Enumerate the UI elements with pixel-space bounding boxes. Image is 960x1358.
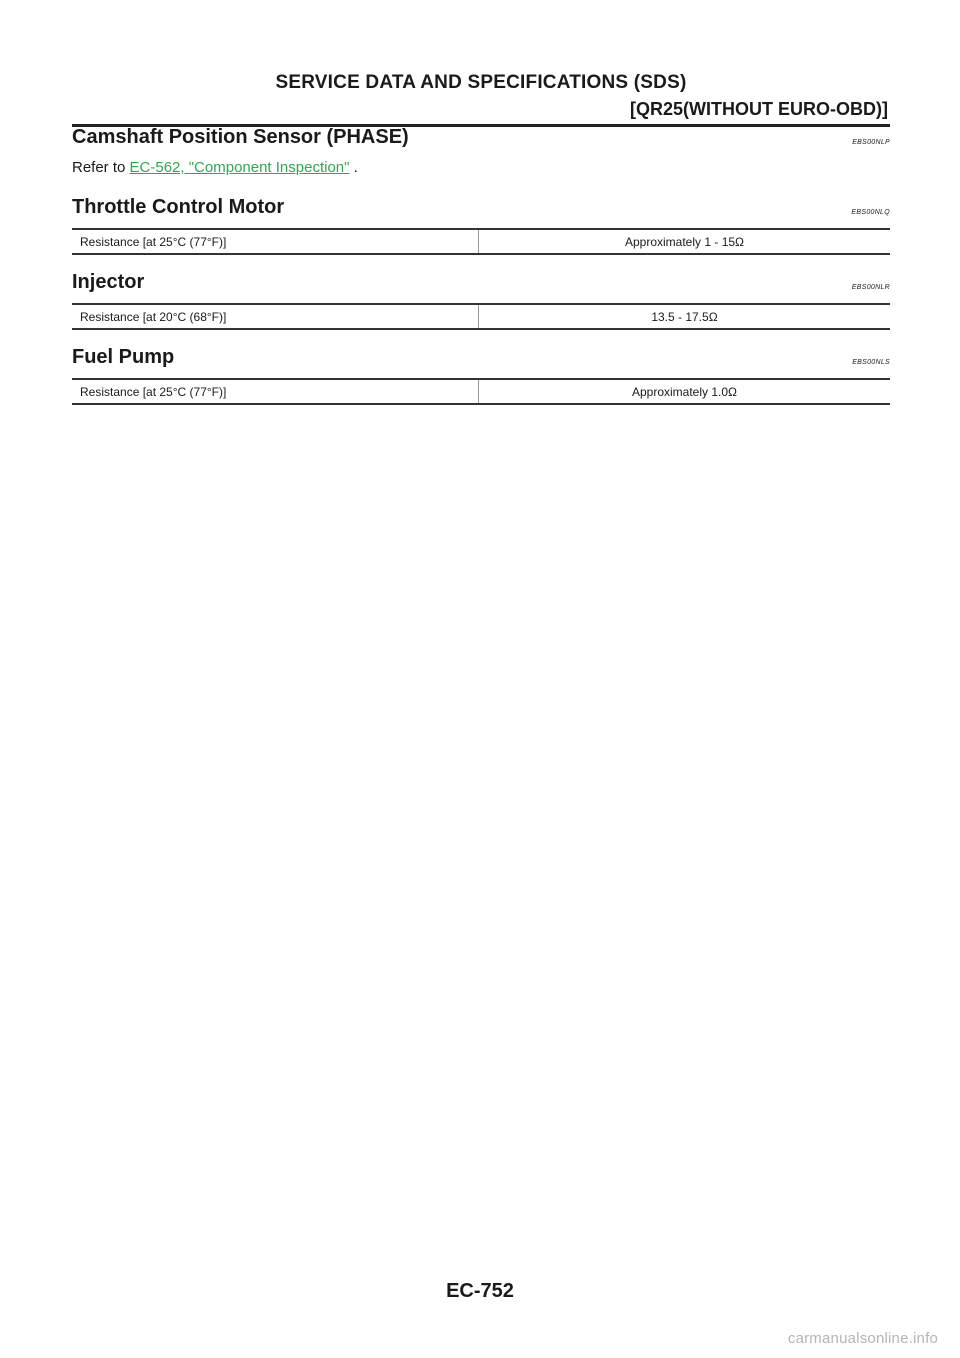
- spec-table-injector: [72, 303, 890, 330]
- reference-paragraph: [72, 159, 890, 177]
- section-header-fuel-pump: [72, 344, 890, 370]
- content: [72, 124, 890, 405]
- section-title: Injector: [72, 271, 145, 293]
- spec-value: 13.5 - 17.5Ω: [479, 304, 891, 329]
- spec-table-fuel-pump: [72, 378, 890, 405]
- spec-value: Approximately 1 - 15Ω: [479, 229, 891, 254]
- component-inspection-link[interactable]: EC-562, "Component Inspection": [129, 159, 350, 176]
- section-header-camshaft-sensor: [72, 124, 890, 150]
- reference-suffix: .: [349, 159, 358, 176]
- watermark-text: carmanualsonline.info: [787, 1330, 938, 1347]
- section-header-throttle-motor: [72, 194, 890, 220]
- section-code: EBS00NLQ: [851, 209, 890, 216]
- table-row: [72, 304, 890, 329]
- section-title: Fuel Pump: [72, 346, 175, 368]
- table-row: [72, 379, 890, 404]
- section-title: Throttle Control Motor: [72, 196, 285, 218]
- section-code: EBS00NLP: [852, 139, 890, 146]
- section-title: Camshaft Position Sensor (PHASE): [72, 126, 409, 148]
- engine-variant-label: [QR25(WITHOUT EURO-OBD)]: [630, 99, 888, 119]
- section-header-injector: [72, 269, 890, 295]
- page-number: EC-752: [446, 1280, 514, 1302]
- page-title: SERVICE DATA AND SPECIFICATIONS (SDS): [275, 72, 687, 93]
- spec-label: Resistance [at 25°C (77°F)]: [72, 379, 479, 404]
- table-row: [72, 229, 890, 254]
- reference-prefix: Refer to: [72, 159, 130, 176]
- spec-label: Resistance [at 20°C (68°F)]: [72, 304, 479, 329]
- spec-value: Approximately 1.0Ω: [479, 379, 891, 404]
- section-code: EBS00NLR: [851, 284, 890, 291]
- page-header: [72, 72, 890, 127]
- section-code: EBS00NLS: [852, 359, 890, 366]
- spec-table-throttle-motor: [72, 228, 890, 255]
- spec-label: Resistance [at 25°C (77°F)]: [72, 229, 479, 254]
